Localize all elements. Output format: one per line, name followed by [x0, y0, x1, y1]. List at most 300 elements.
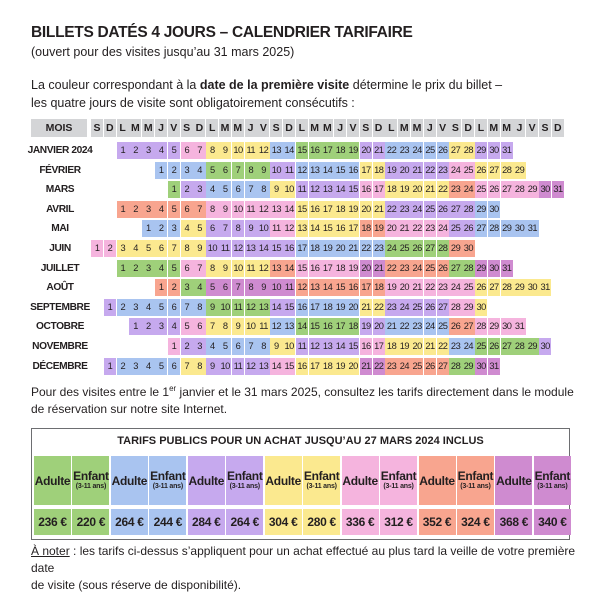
- day-cell: 21: [424, 181, 436, 198]
- day-cell: 2: [117, 299, 129, 316]
- day-cell: 2: [104, 240, 116, 257]
- day-cell: 22: [360, 240, 372, 257]
- child-age-label: (3-11 ans): [306, 483, 337, 490]
- day-cell: 5: [219, 338, 231, 355]
- day-cell: 22: [385, 260, 397, 277]
- intro-line2: les quatre jours de visite sont obligatoirement consécutifs :: [31, 96, 355, 110]
- day-cell: 16: [296, 358, 308, 375]
- day-cell: 6: [155, 240, 167, 257]
- day-cell: 15: [283, 358, 295, 375]
- day-cell: 23: [385, 299, 397, 316]
- day-cell: 3: [168, 220, 180, 237]
- adult-label: Adulte: [265, 473, 301, 488]
- day-cell: 12: [296, 162, 308, 179]
- day-cell: 12: [232, 240, 244, 257]
- day-cell: 9: [193, 240, 205, 257]
- day-cell: 28: [513, 181, 525, 198]
- day-cell: 29: [475, 260, 487, 277]
- day-cell: 1: [117, 201, 129, 218]
- day-cell: 29: [488, 318, 500, 335]
- day-cell: 4: [193, 162, 205, 179]
- tariff-table-title: TARIFS PUBLICS POUR UN ACHAT JUSQU’AU 27 MARS 2024 INCLUS: [117, 435, 484, 447]
- day-cell: 23: [449, 181, 461, 198]
- day-cell: 7: [193, 201, 205, 218]
- day-cell: 18: [334, 201, 346, 218]
- day-cell: 10: [219, 299, 231, 316]
- month-label: AOÛT: [46, 282, 74, 294]
- day-cell: 14: [270, 299, 282, 316]
- day-cell: 20: [385, 220, 397, 237]
- day-cell: 7: [181, 299, 193, 316]
- day-cell: 10: [257, 220, 269, 237]
- day-cell: 30: [475, 358, 487, 375]
- day-cell: 16: [309, 201, 321, 218]
- day-cell: 9: [219, 260, 231, 277]
- day-cell: 28: [462, 142, 474, 159]
- day-cell: 4: [142, 299, 154, 316]
- intro-text: [31, 76, 591, 112]
- day-cell: 3: [181, 162, 193, 179]
- day-cell: 18: [334, 142, 346, 159]
- day-cell: 19: [398, 338, 410, 355]
- day-cell: 19: [347, 201, 359, 218]
- day-cell: 21: [411, 162, 423, 179]
- day-cell: 19: [373, 220, 385, 237]
- day-cell: 19: [334, 299, 346, 316]
- weekday-header: D: [193, 119, 205, 137]
- weekday-header: D: [373, 119, 385, 137]
- day-cell: 14: [296, 318, 308, 335]
- day-cell: 10: [232, 260, 244, 277]
- day-cell: 10: [270, 162, 282, 179]
- day-cell: 31: [488, 358, 500, 375]
- day-cell: 29: [475, 201, 487, 218]
- day-cell: 3: [142, 142, 154, 159]
- day-cell: 30: [539, 181, 551, 198]
- tariff-adult-header: [265, 456, 302, 505]
- day-cell: 3: [181, 279, 193, 296]
- day-cell: 28: [513, 338, 525, 355]
- day-cell: 12: [257, 260, 269, 277]
- day-cell: 12: [296, 279, 308, 296]
- child-price: 324 €: [457, 509, 494, 535]
- day-cell: 24: [398, 358, 410, 375]
- day-cell: 13: [270, 260, 282, 277]
- day-cell: 11: [283, 162, 295, 179]
- day-cell: 28: [449, 358, 461, 375]
- child-label: Enfant: [73, 469, 109, 483]
- day-cell: 24: [449, 162, 461, 179]
- day-cell: 3: [193, 338, 205, 355]
- day-cell: 5: [168, 201, 180, 218]
- child-label: Enfant: [226, 469, 263, 483]
- day-cell: 17: [309, 299, 321, 316]
- tariff-adult-header: [495, 456, 532, 505]
- day-cell: 27: [501, 338, 513, 355]
- day-cell: 28: [501, 279, 513, 296]
- day-cell: 24: [462, 338, 474, 355]
- child-age-label: (3-11 ans): [152, 483, 183, 490]
- day-cell: 7: [181, 358, 193, 375]
- note2-line2: de visite (sous réserve de disponibilité).: [31, 578, 242, 592]
- day-cell: 22: [437, 338, 449, 355]
- month-label: JUIN: [49, 243, 71, 254]
- adult-price: 304 €: [265, 509, 302, 535]
- day-cell: 29: [449, 240, 461, 257]
- day-cell: 10: [232, 142, 244, 159]
- month-label: OCTOBRE: [36, 321, 84, 333]
- day-cell: 15: [321, 220, 333, 237]
- day-cell: 7: [232, 279, 244, 296]
- weekday-header: L: [296, 119, 308, 137]
- day-cell: 6: [219, 279, 231, 296]
- day-cell: 2: [129, 201, 141, 218]
- day-cell: 25: [437, 318, 449, 335]
- day-cell: 20: [411, 181, 423, 198]
- day-cell: 9: [232, 318, 244, 335]
- day-cell: 7: [193, 142, 205, 159]
- adult-label: Adulte: [496, 473, 532, 488]
- day-cell: 25: [475, 338, 487, 355]
- adult-label: Adulte: [419, 473, 455, 488]
- day-cell: 5: [206, 162, 218, 179]
- day-cell: 26: [475, 279, 487, 296]
- day-cell: 11: [296, 338, 308, 355]
- day-cell: 2: [142, 318, 154, 335]
- day-cell: 8: [257, 338, 269, 355]
- day-cell: 16: [360, 181, 372, 198]
- day-cell: 22: [385, 201, 397, 218]
- day-cell: 21: [373, 142, 385, 159]
- child-label: Enfant: [534, 469, 571, 483]
- calendar-header-label: MOIS: [31, 119, 87, 137]
- month-label: SEPTEMBRE: [30, 301, 90, 313]
- day-cell: 5: [168, 260, 180, 277]
- day-cell: 7: [219, 220, 231, 237]
- day-cell: 25: [411, 358, 423, 375]
- day-cell: 9: [219, 201, 231, 218]
- intro-after: détermine le prix du billet –: [349, 78, 503, 92]
- day-cell: 25: [475, 181, 487, 198]
- child-price: 340 €: [534, 509, 571, 535]
- day-cell: 6: [181, 142, 193, 159]
- day-cell: 24: [449, 279, 461, 296]
- day-cell: 14: [257, 240, 269, 257]
- day-cell: 26: [437, 201, 449, 218]
- day-cell: 12: [270, 318, 282, 335]
- tariff-child-header: [72, 456, 109, 505]
- day-cell: 11: [257, 318, 269, 335]
- day-cell: 15: [270, 240, 282, 257]
- day-cell: 10: [206, 240, 218, 257]
- day-cell: 28: [462, 201, 474, 218]
- weekday-header: M: [321, 119, 333, 137]
- day-cell: 8: [206, 260, 218, 277]
- tariff-label: [111, 456, 148, 505]
- day-cell: 19: [334, 358, 346, 375]
- month-label: NOVEMBRE: [32, 341, 88, 352]
- day-cell: 5: [155, 358, 167, 375]
- day-cell: 14: [321, 279, 333, 296]
- month-label: AVRIL: [46, 203, 74, 215]
- day-cell: 6: [181, 260, 193, 277]
- day-cell: 7: [245, 338, 257, 355]
- day-cell: 20: [334, 240, 346, 257]
- weekday-header: V: [526, 119, 538, 137]
- adult-price: 284 €: [188, 509, 225, 535]
- day-cell: 19: [398, 181, 410, 198]
- tariff-adult-header: [419, 456, 456, 505]
- day-cell: 5: [142, 240, 154, 257]
- day-cell: 20: [347, 358, 359, 375]
- day-cell: 13: [321, 181, 333, 198]
- day-cell: 23: [424, 220, 436, 237]
- day-cell: 30: [488, 142, 500, 159]
- day-cell: 10: [283, 338, 295, 355]
- page-subtitle: (ouvert pour des visites jusqu’au 31 mars 2025): [31, 45, 295, 59]
- day-cell: 17: [334, 318, 346, 335]
- day-cell: 1: [104, 358, 116, 375]
- weekday-header: V: [257, 119, 269, 137]
- day-cell: 3: [117, 240, 129, 257]
- day-cell: 2: [168, 162, 180, 179]
- day-cell: 1: [104, 299, 116, 316]
- child-price: 264 €: [226, 509, 263, 535]
- day-cell: 13: [309, 162, 321, 179]
- day-cell: 13: [257, 358, 269, 375]
- day-cell: 10: [232, 201, 244, 218]
- day-cell: 16: [296, 299, 308, 316]
- child-age-label: (3-11 ans): [383, 483, 414, 490]
- weekday-header: S: [91, 119, 103, 137]
- weekday-header: D: [283, 119, 295, 137]
- day-cell: 9: [270, 181, 282, 198]
- day-cell: 6: [193, 318, 205, 335]
- day-cell: 8: [206, 201, 218, 218]
- day-cell: 7: [232, 162, 244, 179]
- day-cell: 22: [411, 220, 423, 237]
- child-age-label: (3-11 ans): [229, 483, 260, 490]
- note1-after: janvier et le 31 mars 2025, consultez les tarifs directement dans le module: [176, 385, 574, 399]
- month-label: MARS: [45, 184, 75, 196]
- day-cell: 15: [347, 338, 359, 355]
- weekday-header: D: [462, 119, 474, 137]
- day-cell: 23: [398, 142, 410, 159]
- day-cell: 4: [155, 201, 167, 218]
- day-cell: 31: [513, 318, 525, 335]
- tariff-child-header: [534, 456, 571, 505]
- day-cell: 17: [321, 201, 333, 218]
- day-cell: 22: [424, 162, 436, 179]
- day-cell: 16: [309, 260, 321, 277]
- day-cell: 5: [181, 318, 193, 335]
- weekday-header: M: [488, 119, 500, 137]
- day-cell: 14: [283, 201, 295, 218]
- day-cell: 16: [360, 338, 372, 355]
- day-cell: 30: [513, 220, 525, 237]
- day-cell: 26: [424, 358, 436, 375]
- weekday-header: V: [347, 119, 359, 137]
- day-cell: 1: [129, 318, 141, 335]
- day-cell: 8: [206, 142, 218, 159]
- day-cell: 19: [385, 279, 397, 296]
- child-price: 312 €: [380, 509, 417, 535]
- tariff-label: [419, 456, 456, 505]
- tariff-child-header: [457, 456, 494, 505]
- day-cell: 21: [373, 201, 385, 218]
- day-cell: 2: [168, 279, 180, 296]
- day-cell: 27: [488, 279, 500, 296]
- day-cell: 28: [475, 318, 487, 335]
- day-cell: 4: [155, 260, 167, 277]
- day-cell: 31: [501, 142, 513, 159]
- day-cell: 11: [232, 358, 244, 375]
- child-age-label: (3-11 ans): [537, 483, 568, 490]
- day-cell: 25: [449, 220, 461, 237]
- day-cell: 24: [411, 201, 423, 218]
- day-cell: 15: [347, 181, 359, 198]
- tariff-adult-header: [34, 456, 71, 505]
- day-cell: 17: [309, 358, 321, 375]
- day-cell: 29: [501, 220, 513, 237]
- day-cell: 9: [206, 299, 218, 316]
- day-cell: 22: [385, 142, 397, 159]
- adult-price: 368 €: [495, 509, 532, 535]
- day-cell: 27: [449, 142, 461, 159]
- weekday-header: V: [168, 119, 180, 137]
- tariff-label: [149, 456, 186, 505]
- month-label: DÉCEMBRE: [32, 360, 88, 372]
- day-cell: 21: [398, 220, 410, 237]
- day-cell: 18: [373, 279, 385, 296]
- day-cell: 9: [257, 162, 269, 179]
- day-cell: 23: [373, 240, 385, 257]
- day-cell: 12: [245, 358, 257, 375]
- day-cell: 29: [462, 358, 474, 375]
- day-cell: 26: [462, 220, 474, 237]
- day-cell: 22: [398, 318, 410, 335]
- day-cell: 2: [181, 338, 193, 355]
- day-cell: 25: [424, 201, 436, 218]
- day-cell: 16: [334, 220, 346, 237]
- day-cell: 24: [411, 142, 423, 159]
- tariff-label: [265, 456, 302, 505]
- day-cell: 14: [283, 142, 295, 159]
- note1-sup: er: [169, 384, 177, 393]
- day-cell: 24: [385, 240, 397, 257]
- day-cell: 24: [462, 181, 474, 198]
- day-cell: 4: [193, 279, 205, 296]
- day-cell: 18: [347, 318, 359, 335]
- day-cell: 27: [437, 358, 449, 375]
- day-cell: 10: [270, 279, 282, 296]
- day-cell: 17: [373, 338, 385, 355]
- day-cell: 13: [270, 142, 282, 159]
- day-cell: 27: [488, 162, 500, 179]
- day-cell: 3: [129, 299, 141, 316]
- day-cell: 12: [257, 142, 269, 159]
- day-cell: 21: [360, 358, 372, 375]
- weekday-header: D: [104, 119, 116, 137]
- day-cell: 13: [283, 318, 295, 335]
- day-cell: 15: [309, 318, 321, 335]
- day-cell: 26: [424, 299, 436, 316]
- day-cell: 14: [334, 181, 346, 198]
- day-cell: 11: [270, 220, 282, 237]
- weekday-header: M: [129, 119, 141, 137]
- weekday-header: M: [309, 119, 321, 137]
- note-dates: [31, 380, 591, 418]
- tariff-label: [380, 456, 417, 505]
- day-cell: 17: [347, 220, 359, 237]
- day-cell: 1: [155, 279, 167, 296]
- day-cell: 4: [181, 220, 193, 237]
- day-cell: 16: [347, 162, 359, 179]
- day-cell: 16: [309, 142, 321, 159]
- day-cell: 21: [373, 260, 385, 277]
- day-cell: 3: [142, 260, 154, 277]
- day-cell: 17: [360, 162, 372, 179]
- adult-price: 352 €: [419, 509, 456, 535]
- day-cell: 3: [129, 358, 141, 375]
- day-cell: 12: [309, 181, 321, 198]
- tariff-child-header: [149, 456, 186, 505]
- day-cell: 15: [296, 260, 308, 277]
- day-cell: 11: [296, 181, 308, 198]
- tariff-label: [303, 456, 340, 505]
- day-cell: 6: [232, 338, 244, 355]
- day-cell: 23: [411, 318, 423, 335]
- weekday-header: M: [219, 119, 231, 137]
- note-conditions: [31, 543, 591, 594]
- day-cell: 1: [168, 181, 180, 198]
- day-cell: 5: [168, 142, 180, 159]
- weekday-header: L: [475, 119, 487, 137]
- day-cell: 21: [347, 240, 359, 257]
- day-cell: 11: [245, 142, 257, 159]
- day-cell: 25: [424, 260, 436, 277]
- day-cell: 9: [257, 279, 269, 296]
- day-cell: 28: [501, 162, 513, 179]
- day-cell: 25: [424, 142, 436, 159]
- adult-label: Adulte: [111, 473, 148, 488]
- day-cell: 20: [411, 338, 423, 355]
- day-cell: 6: [206, 220, 218, 237]
- note1-before: Pour des visites entre le 1: [31, 385, 170, 399]
- weekday-header: M: [142, 119, 154, 137]
- day-cell: 29: [526, 181, 538, 198]
- day-cell: 2: [129, 260, 141, 277]
- child-price: 280 €: [303, 509, 340, 535]
- weekday-header: S: [449, 119, 461, 137]
- day-cell: 23: [437, 162, 449, 179]
- intro-bold: date de la première visite: [199, 78, 350, 92]
- day-cell: 13: [296, 220, 308, 237]
- day-cell: 4: [129, 240, 141, 257]
- day-cell: 9: [206, 358, 218, 375]
- day-cell: 30: [539, 338, 551, 355]
- day-cell: 20: [347, 299, 359, 316]
- child-label: Enfant: [380, 469, 417, 483]
- tariff-label: [188, 456, 225, 505]
- day-cell: 8: [257, 181, 269, 198]
- day-cell: 15: [296, 201, 308, 218]
- day-cell: 23: [449, 338, 461, 355]
- day-cell: 17: [360, 279, 372, 296]
- child-age-label: (3-11 ans): [75, 483, 107, 490]
- child-label: Enfant: [303, 469, 340, 483]
- day-cell: 30: [501, 318, 513, 335]
